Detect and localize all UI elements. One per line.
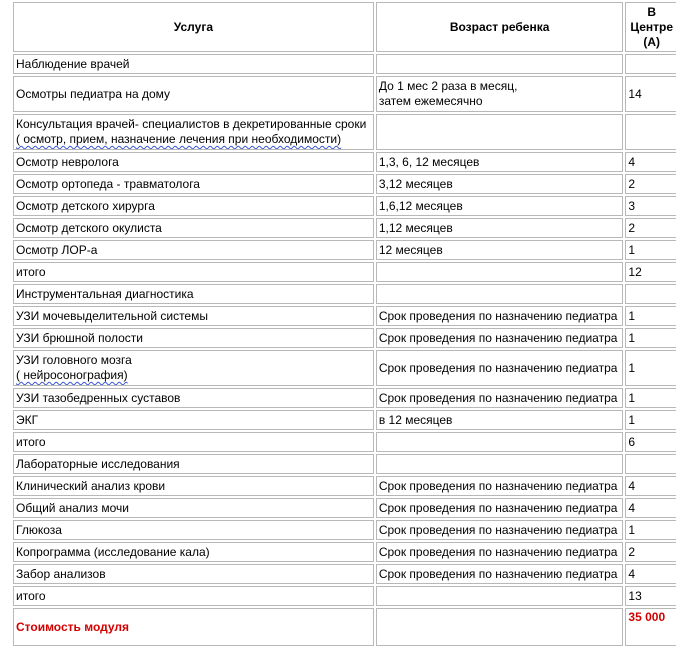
table-row bbox=[13, 114, 676, 150]
age-cell: Срок проведения по назначению педиатра bbox=[376, 328, 624, 348]
total-count: 12 bbox=[625, 262, 676, 282]
section-doctors: Наблюдение врачей bbox=[13, 54, 374, 74]
count-cell: 2 bbox=[625, 218, 676, 238]
section-row bbox=[13, 54, 676, 74]
service-name: УЗИ тазобедренных суставов bbox=[13, 388, 374, 408]
section-lab: Лабораторные исследования bbox=[13, 454, 374, 474]
consult-line: ( осмотр, прием, назначение лечения при необходимости) bbox=[16, 132, 342, 146]
age-cell: Срок проведения по назначению педиатра bbox=[376, 388, 624, 408]
table-row bbox=[13, 218, 676, 238]
age-line: затем ежемесячно bbox=[378, 94, 483, 108]
age-cell: Срок проведения по назначению педиатра bbox=[376, 564, 624, 584]
total-row bbox=[13, 262, 676, 282]
age-cell: Срок проведения по назначению педиатра bbox=[376, 542, 624, 562]
service-name: Осмотр детского хирурга bbox=[13, 196, 374, 216]
services-table bbox=[11, 0, 676, 648]
age-line: До 1 мес 2 раза в месяц, bbox=[378, 79, 518, 93]
header-age: Возраст ребенка bbox=[376, 2, 624, 52]
count-cell: 3 bbox=[625, 196, 676, 216]
table-row bbox=[13, 350, 676, 386]
count-cell: 4 bbox=[625, 476, 676, 496]
table-row bbox=[13, 240, 676, 260]
count-cell: 2 bbox=[625, 174, 676, 194]
table-row bbox=[13, 410, 676, 430]
count-cell: 4 bbox=[625, 152, 676, 172]
table-row bbox=[13, 76, 676, 112]
consult-cell bbox=[13, 114, 374, 150]
total-label: итого bbox=[13, 586, 374, 606]
header-service: Услуга bbox=[13, 2, 374, 52]
age-cell: Срок проведения по назначению педиатра bbox=[376, 498, 624, 518]
count-cell: 4 bbox=[625, 564, 676, 584]
count-cell: 1 bbox=[625, 240, 676, 260]
table-row bbox=[13, 520, 676, 540]
total-count: 13 bbox=[625, 586, 676, 606]
table-row bbox=[13, 306, 676, 326]
age-cell bbox=[376, 76, 624, 112]
service-name: Осмотры педиатра на дому bbox=[13, 76, 374, 112]
age-cell: Срок проведения по назначению педиатра bbox=[376, 476, 624, 496]
service-name: Осмотр ортопеда - травматолога bbox=[13, 174, 374, 194]
count-cell: 1 bbox=[625, 350, 676, 386]
table-row bbox=[13, 388, 676, 408]
cost-label: Стоимость модуля bbox=[13, 608, 374, 646]
table-row bbox=[13, 196, 676, 216]
age-cell: 1,3, 6, 12 месяцев bbox=[376, 152, 624, 172]
section-row bbox=[13, 284, 676, 304]
service-name: Общий анализ мочи bbox=[13, 498, 374, 518]
total-label: итого bbox=[13, 432, 374, 452]
total-label: итого bbox=[13, 262, 374, 282]
service-name: Забор анализов bbox=[13, 564, 374, 584]
count-cell: 4 bbox=[625, 498, 676, 518]
count-cell: 1 bbox=[625, 328, 676, 348]
service-name: Глюкоза bbox=[13, 520, 374, 540]
service-line: УЗИ головного мозга bbox=[16, 353, 132, 367]
age-cell: Срок проведения по назначению педиатра bbox=[376, 520, 624, 540]
service-name: ЭКГ bbox=[13, 410, 374, 430]
count-cell: 2 bbox=[625, 542, 676, 562]
count-cell: 1 bbox=[625, 410, 676, 430]
service-name: Копрограмма (исследование кала) bbox=[13, 542, 374, 562]
consult-line: Консультация врачей- специалистов в декретированные сроки bbox=[16, 117, 367, 131]
service-name: Клинический анализ крови bbox=[13, 476, 374, 496]
service-name bbox=[13, 350, 374, 386]
age-cell: 3,12 месяцев bbox=[376, 174, 624, 194]
service-name: УЗИ мочевыделительной системы bbox=[13, 306, 374, 326]
count-cell: 1 bbox=[625, 388, 676, 408]
age-cell: 1,12 месяцев bbox=[376, 218, 624, 238]
table-row bbox=[13, 476, 676, 496]
total-count: 6 bbox=[625, 432, 676, 452]
service-name: Осмотр ЛОР-а bbox=[13, 240, 374, 260]
total-row bbox=[13, 586, 676, 606]
table-row bbox=[13, 498, 676, 518]
table-row bbox=[13, 174, 676, 194]
table-row bbox=[13, 152, 676, 172]
age-cell: Срок проведения по назначению педиатра bbox=[376, 306, 624, 326]
table-row bbox=[13, 564, 676, 584]
service-line: ( нейросонография) bbox=[16, 368, 128, 382]
section-row bbox=[13, 454, 676, 474]
count-cell: 1 bbox=[625, 306, 676, 326]
total-row bbox=[13, 432, 676, 452]
cost-row bbox=[13, 608, 676, 646]
header-center: В Центре (А) bbox=[625, 2, 676, 52]
age-cell: Срок проведения по назначению педиатра bbox=[376, 350, 624, 386]
section-instrumental: Инструментальная диагностика bbox=[13, 284, 374, 304]
service-name: Осмотр детского окулиста bbox=[13, 218, 374, 238]
service-name: УЗИ брюшной полости bbox=[13, 328, 374, 348]
age-cell: в 12 месяцев bbox=[376, 410, 624, 430]
count-cell: 1 bbox=[625, 520, 676, 540]
table-row bbox=[13, 542, 676, 562]
service-name: Осмотр невролога bbox=[13, 152, 374, 172]
table-row bbox=[13, 328, 676, 348]
age-cell: 12 месяцев bbox=[376, 240, 624, 260]
count-cell: 14 bbox=[625, 76, 676, 112]
cost-value: 35 000 bbox=[625, 608, 676, 646]
age-cell: 1,6,12 месяцев bbox=[376, 196, 624, 216]
